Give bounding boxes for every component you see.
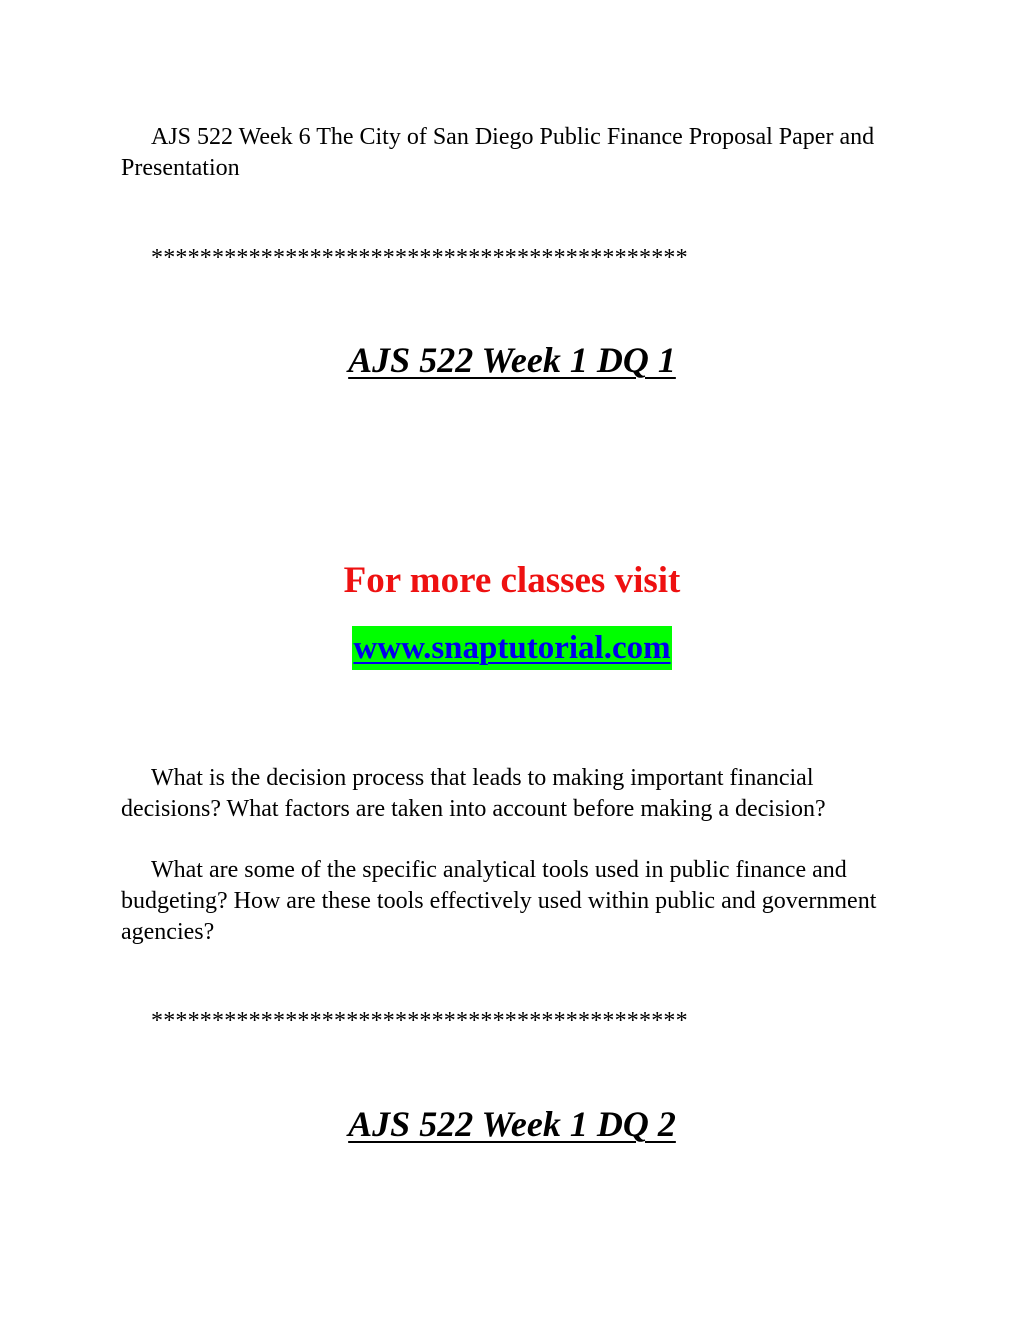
snaptutorial-link[interactable]: www.snaptutorial.com [352,626,671,670]
section-heading-dq2 [0,1102,1024,1146]
promo-link-wrapper [0,626,1024,670]
question-paragraph-1: What is the decision process that leads to making important financial decisions? What factors are taken into account before making a decision? [121,765,826,822]
intro-paragraph: AJS 522 Week 6 The City of San Diego Public Finance Proposal Paper and Presentation [121,124,875,181]
section-heading-dq2-text: AJS 522 Week 1 DQ 2 [348,1104,676,1144]
section-heading-dq1 [0,338,1024,382]
question-paragraph-2: What are some of the specific analytical tools used in public finance and budgeting? How are these tools effectively used within public and government agencies? [121,857,877,945]
separator-bottom: ******************************************** [151,1008,688,1034]
separator-top: ******************************************** [151,245,688,271]
section-heading-dq1-text: AJS 522 Week 1 DQ 1 [348,340,676,380]
promo-text: For more classes visit [343,560,681,601]
